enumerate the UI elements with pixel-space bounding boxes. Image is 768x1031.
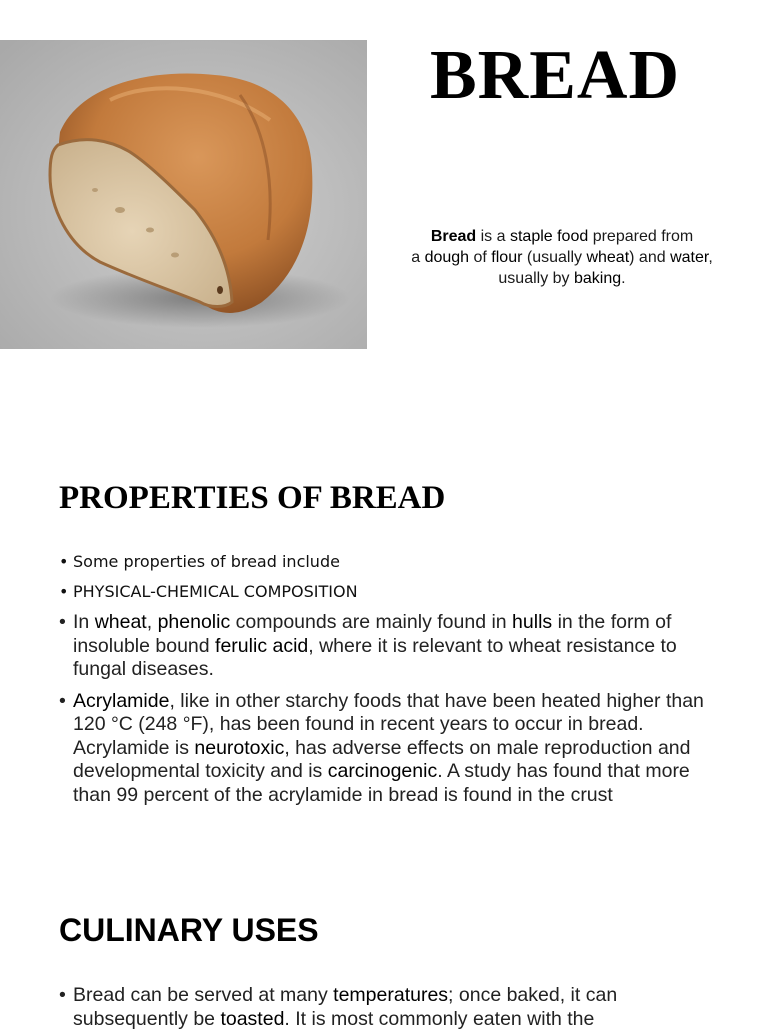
text-run: In <box>73 611 95 633</box>
bread-photo <box>0 40 367 349</box>
intro-line <box>372 247 752 268</box>
bullet-item <box>59 581 719 603</box>
text-run: . It is most commonly eaten with the <box>284 1007 595 1030</box>
text-run: . <box>621 270 626 287</box>
text-run: Bread can be served at many <box>73 984 334 1006</box>
properties-list <box>59 551 719 815</box>
keyword-link[interactable]: water <box>670 249 709 266</box>
text-run: a <box>411 249 425 266</box>
text-run: , <box>708 249 713 266</box>
text-run: of <box>469 249 492 266</box>
keyword-link[interactable]: ferulic acid <box>215 634 309 657</box>
keyword-link[interactable]: baking <box>573 270 622 287</box>
intro-line <box>372 268 752 289</box>
keyword-link[interactable]: Bread <box>430 228 477 245</box>
bullet-item <box>59 551 719 573</box>
text-run: prepared from <box>588 228 694 245</box>
intro-paragraph <box>372 226 752 289</box>
keyword-link[interactable]: carcinogenic <box>327 760 438 782</box>
page-title: BREAD <box>429 37 681 114</box>
keyword-link[interactable]: phenolic <box>157 611 231 633</box>
bullet-item <box>59 690 719 808</box>
text-run: ) and <box>629 249 671 266</box>
culinary-heading: CULINARY USES <box>59 912 319 948</box>
keyword-link[interactable]: temperatures <box>333 984 449 1006</box>
text-run: in the form of insoluble bound <box>73 611 672 657</box>
text-run: , where it is relevant to wheat resistance to fungal diseases. <box>73 634 677 680</box>
text-run: (usually <box>522 249 587 266</box>
keyword-link[interactable]: Acrylamide <box>73 689 170 712</box>
text-run: PHYSICAL-CHEMICAL COMPOSITION <box>73 582 358 601</box>
keyword-link[interactable]: flour <box>491 249 523 266</box>
keyword-link[interactable]: neurotoxic <box>194 736 285 759</box>
text-run: , like in other starchy foods that have been heated higher than 120 °C (248 °F), has been found in recent years to occur in bread. Acrylamide is <box>73 689 704 759</box>
keyword-link[interactable]: staple food <box>509 228 589 245</box>
text-run: , <box>146 611 158 633</box>
keyword-link[interactable]: wheat <box>94 611 147 633</box>
keyword-link[interactable]: wheat <box>586 249 630 266</box>
text-run: Some properties of bread include <box>73 552 340 571</box>
properties-heading: PROPERTIES OF BREAD <box>59 480 446 516</box>
text-run: , has adverse effects on male reproduction and developmental toxicity and is <box>73 736 691 782</box>
text-run: ; once baked, it can subsequently be <box>73 984 618 1030</box>
keyword-link[interactable]: dough <box>424 249 470 266</box>
text-run: usually by <box>498 270 574 287</box>
text-run: . A study has found that more than 99 percent of the acrylamide in bread is found in the crust <box>73 760 690 806</box>
keyword-link[interactable]: toasted <box>220 1007 285 1030</box>
bullet-item <box>59 611 719 682</box>
text-run: is a <box>476 228 510 245</box>
keyword-link[interactable]: hulls <box>512 611 553 633</box>
text-run: compounds are mainly found in <box>230 611 513 633</box>
intro-line <box>372 226 752 247</box>
